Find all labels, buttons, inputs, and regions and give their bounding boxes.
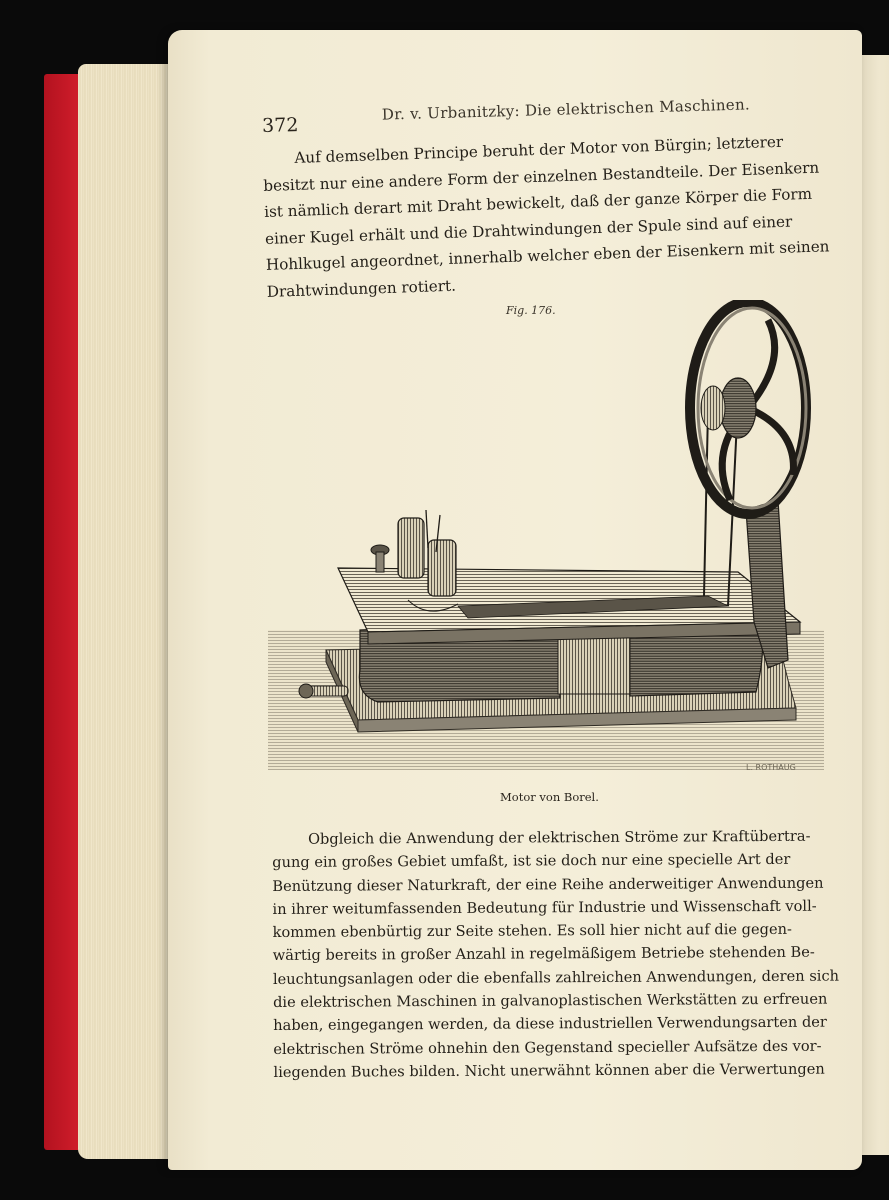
- motor-engraving: [268, 300, 824, 778]
- front-handle: [308, 686, 348, 696]
- paragraph-line: liegenden Buches bilden. Nicht unerwähnt können aber die Verwertungen: [273, 1060, 825, 1081]
- paragraph-1: [262, 128, 830, 305]
- paragraph-line: Obgleich die Anwendung der elektrischen Ströme zur Kraftübertra-: [308, 827, 811, 848]
- page-number: 372: [261, 113, 299, 137]
- flywheel: [690, 302, 806, 514]
- brush-holder-right: [428, 540, 456, 596]
- paragraph-line: Drahtwindungen rotiert.: [266, 276, 457, 301]
- paragraph-line: Benützung dieser Naturkraft, der eine Reihe anderweitiger Anwendungen: [272, 874, 824, 895]
- paragraph-line: kommen ebenbürtig zur Seite stehen. Es soll hier nicht auf die gegen-: [272, 921, 792, 942]
- figure-caption: Motor von Borel.: [500, 790, 599, 804]
- paragraph-line: Auf demselben Principe beruht der Motor von Bürgin; letzterer: [294, 132, 784, 167]
- paragraph-line: elektrischen Ströme ohnehin den Gegenstand specieller Aufsätze des vor-: [273, 1037, 822, 1058]
- paragraph-line: einer Kugel erhält und die Drahtwindungen der Spule sind auf einer: [264, 211, 793, 248]
- belt-left: [704, 410, 708, 596]
- paragraph-line: besitzt nur eine andere Form der einzelnen Bestandteile. Der Eisenkern: [263, 158, 820, 195]
- paragraph-line: haben, eingegangen werden, da diese industriellen Verwendungsarten der: [273, 1013, 827, 1035]
- running-head-title: Dr. v. Urbanitzky: Die elektrischen Maschinen.: [381, 95, 751, 124]
- brush-holder-left: [398, 518, 424, 578]
- paragraph-2: [272, 825, 840, 1085]
- figure-label: Fig. 176.: [506, 304, 556, 317]
- paragraph-line: ist nämlich derart mit Draht bewickelt, daß der ganze Körper die Form: [263, 184, 813, 221]
- paragraph-line: Hohlkugel angeordnet, innerhalb welcher eben der Eisenkern mit seinen: [265, 237, 830, 274]
- paragraph-line: in ihrer weitumfassenden Bedeutung für Industrie und Wissenschaft voll-: [272, 897, 817, 918]
- paragraph-line: die elektrischen Maschinen in galvanoplastischen Werkstätten zu erfreuen: [273, 990, 828, 1012]
- paragraph-line: wärtig bereits in großer Anzahl in regelmäßigem Betriebe stehenden Be-: [272, 944, 815, 965]
- paragraph-line: gung ein großes Gebiet umfaßt, ist sie doch nur eine specielle Art der: [272, 851, 791, 872]
- paragraph-line: leuchtungsanlagen oder die ebenfalls zahlreichen Anwendungen, deren sich: [272, 967, 840, 988]
- engraver-signature: L. ROTHAUG: [746, 763, 796, 772]
